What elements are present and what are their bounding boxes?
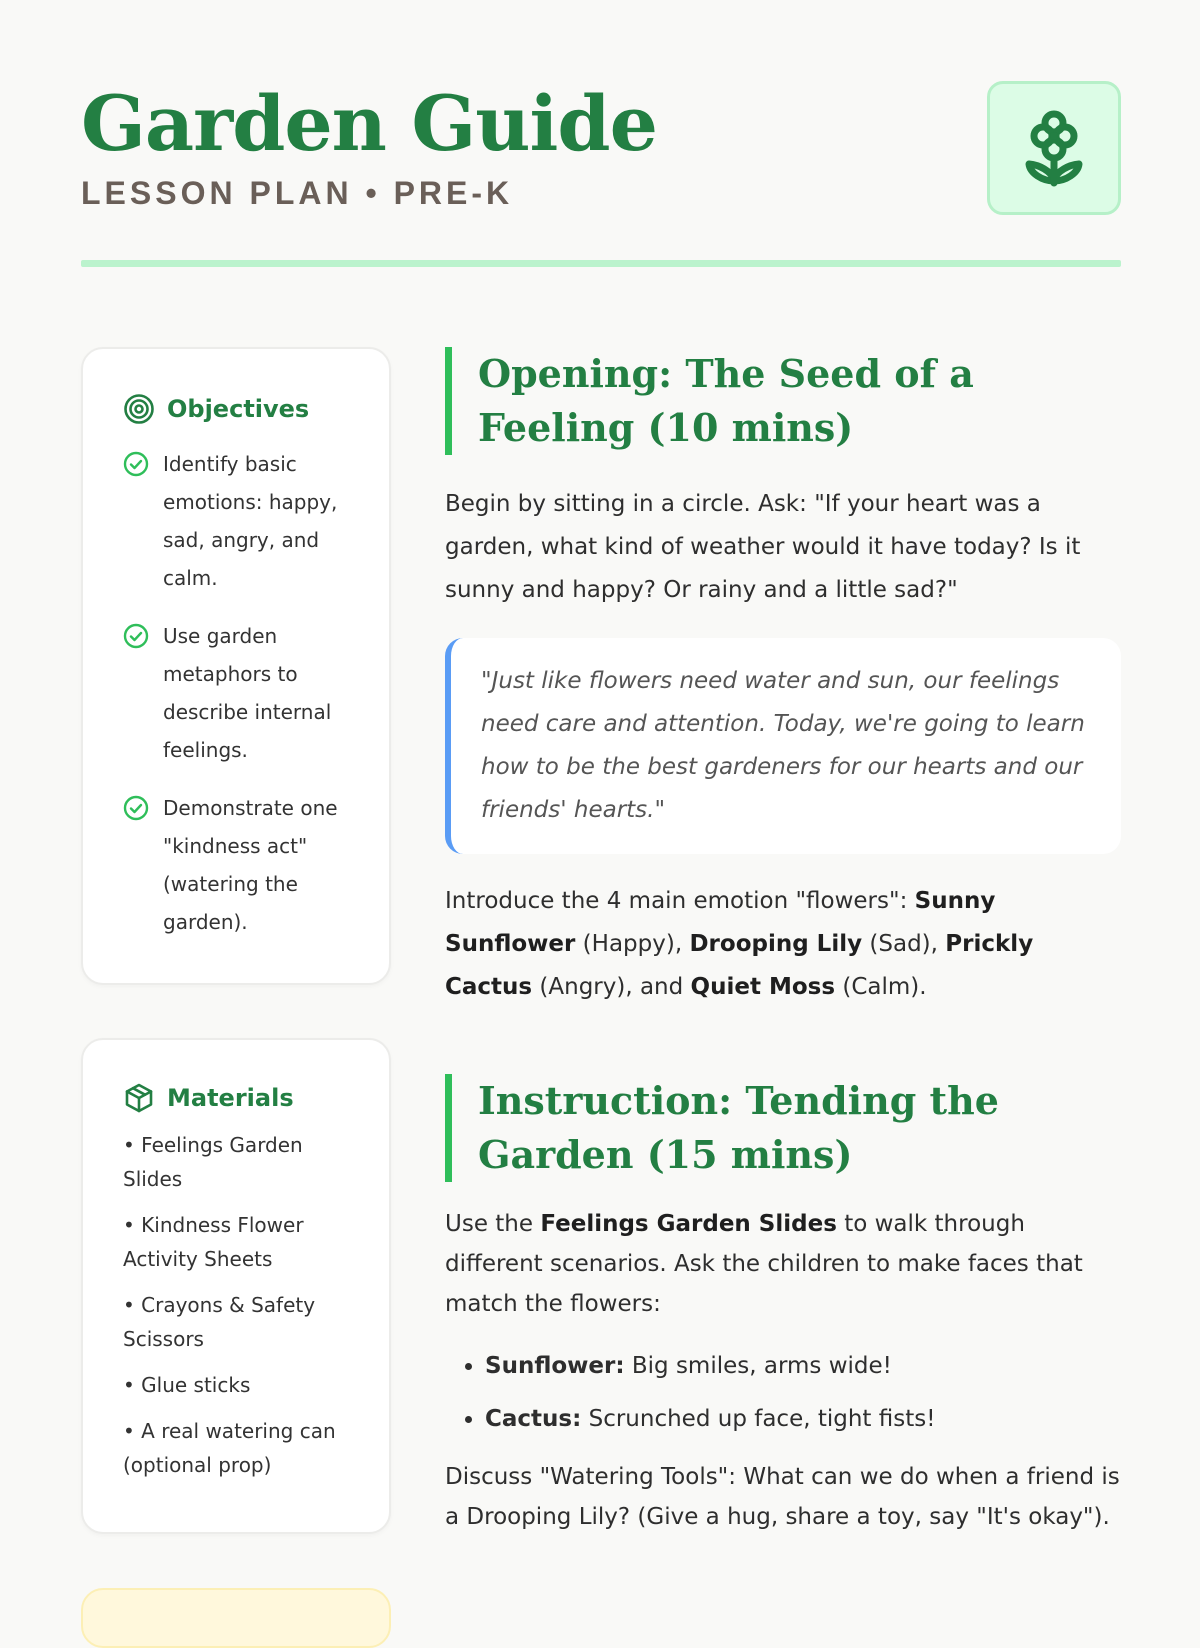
page-title: Garden Guide: [81, 79, 657, 168]
instruction-intro: [445, 1204, 1121, 1324]
check-circle-icon: [123, 451, 149, 477]
materials-header: [123, 1082, 361, 1114]
materials-heading: Materials: [167, 1084, 294, 1112]
objective-text: Use garden metaphors to describe internal feelings.: [163, 624, 332, 762]
flower-moss: Quiet Moss: [690, 974, 836, 1000]
teacher-quote: "Just like flowers need water and sun, our feelings need care and attention. Today, we're going to learn how to be the best gardeners for our hearts and our friends' hearts.": [445, 638, 1121, 854]
opening-intro: Begin by sitting in a circle. Ask: "If your heart was a garden, what kind of weather would it have today? Is it sunny and happy? Or rainy and a little sad?": [445, 491, 1081, 603]
discuss-text: Discuss "Watering Tools": What can we do when a friend is a Drooping Lily? (Give a hug, share a toy, say "It's okay").: [445, 1464, 1120, 1530]
slides-name: Feelings Garden Slides: [540, 1211, 837, 1237]
objectives-list: [123, 445, 361, 941]
bullet-label: Cactus:: [485, 1406, 582, 1432]
box-icon: [123, 1082, 155, 1114]
objective-text: Demonstrate one "kindness act" (watering the garden).: [163, 796, 338, 934]
check-circle-icon: [123, 795, 149, 821]
page-subtitle: LESSON PLAN • PRE-K: [81, 175, 514, 211]
materials-card: [81, 1038, 391, 1534]
objectives-header: [123, 393, 361, 425]
header-divider: [81, 260, 1121, 267]
flower-cactus: Prickly Cactus: [445, 931, 1034, 1000]
objectives-heading: Objectives: [167, 395, 310, 423]
flower-sunny: Sunny Sunflower: [445, 888, 996, 957]
list-item: • Glue sticks: [123, 1373, 251, 1397]
section-title: Instruction: Tending the Garden (15 mins): [445, 1074, 1121, 1182]
list-item: • Crayons & Safety Scissors: [123, 1293, 316, 1351]
flower-sunny-note: (Happy),: [575, 931, 690, 957]
bullet-text: Scrunched up face, tight fists!: [581, 1406, 936, 1432]
objective-text: Identify basic emotions: happy, sad, angry, and calm.: [163, 452, 338, 590]
list-item: [485, 1346, 1121, 1386]
opening-section: [445, 347, 1121, 1009]
check-circle-icon: [123, 623, 149, 649]
page-header: [81, 78, 1121, 268]
instruction-lead: Use the: [445, 1211, 541, 1237]
flower-moss-note: (Calm).: [835, 974, 927, 1000]
list-item: [123, 617, 361, 769]
instruction-section: [445, 1074, 1121, 1537]
instruction-rest: to walk through different scenarios. Ask the children to make faces that match the flowers:: [445, 1211, 1083, 1317]
list-item: [485, 1399, 1121, 1439]
list-item: [123, 789, 361, 941]
bullet-text: Big smiles, arms wide!: [624, 1353, 892, 1379]
face-bullets: [445, 1346, 1121, 1439]
list-item: • Feelings Garden Slides: [123, 1133, 303, 1191]
logo-badge: [987, 81, 1121, 215]
flower-lily: Drooping Lily: [689, 931, 863, 957]
flowers-lead: Introduce the 4 main emotion "flowers":: [445, 888, 915, 914]
flower-lily-note: (Sad),: [862, 931, 946, 957]
tips-card: [81, 1588, 391, 1648]
flower-icon: [1024, 109, 1084, 187]
list-item: • Kindness Flower Activity Sheets: [123, 1213, 304, 1271]
target-icon: [123, 393, 155, 425]
objectives-card: [81, 347, 391, 985]
materials-list: [123, 1128, 361, 1482]
flowers-intro: [445, 880, 1121, 1009]
section-title: Opening: The Seed of a Feeling (10 mins): [445, 347, 1121, 455]
bullet-label: Sunflower:: [485, 1353, 625, 1379]
list-item: [123, 445, 361, 597]
list-item: • A real watering can (optional prop): [123, 1419, 336, 1477]
flower-cactus-note: (Angry), and: [532, 974, 691, 1000]
